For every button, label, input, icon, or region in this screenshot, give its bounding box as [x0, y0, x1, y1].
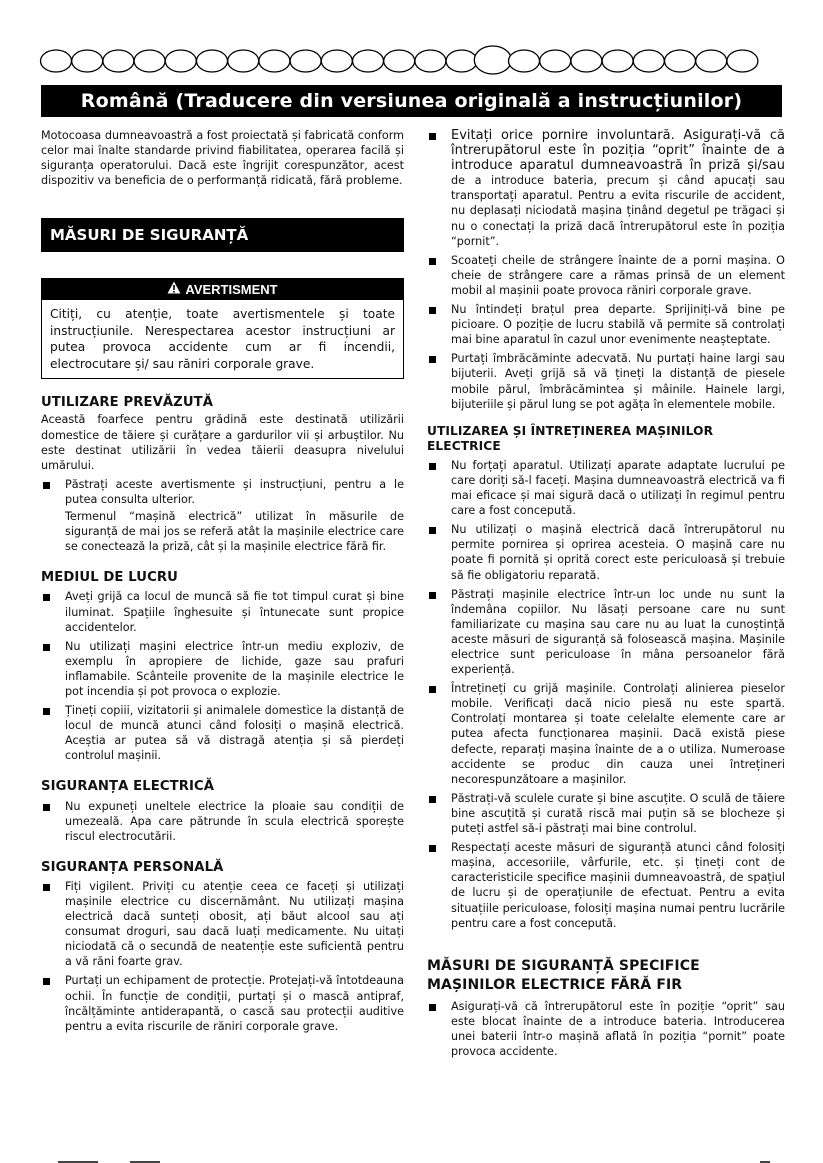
language-circle	[415, 50, 446, 72]
language-circle	[72, 50, 103, 72]
language-circle	[353, 50, 384, 72]
list-item: Fiți vigilent. Priviți cu atenție ceea ce faceți și utilizați mașinile electrice cu discernământ. Nu utilizați mașina electrică dacă sunteți obosit, ați băut alcool sau ați consumat droguri, sau dacă luați medicamente. Nu uitați niciodată că o secundă de neatenție este suficientă pentru a vă răni foarte grav.	[41, 879, 404, 970]
list-item: Nu utilizați mașini electrice într-un mediu exploziv, de exemplu în apropiere de lichide, gaze sau prafuri inflamabile. Scânteile provenite de la mașinile electrice le pot incendia și pot provoca o explozie.	[41, 639, 404, 699]
language-circle-active	[474, 46, 511, 74]
cordless-list	[427, 999, 785, 1059]
language-circle	[228, 50, 259, 72]
personal-safety-heading: SIGURANȚA PERSONALĂ	[41, 859, 224, 875]
right-column	[427, 128, 785, 1059]
bullet-icon	[429, 845, 436, 852]
use-care-list	[427, 458, 785, 931]
bullet-icon	[43, 708, 50, 715]
bullet-icon	[429, 686, 436, 693]
left-column	[41, 128, 404, 1034]
list-item: Purtați îmbrăcăminte adecvată. Nu purtați haine largi sau bijuterii. Aveți grijă să vă țineți la distanță de piesele mobile părul, îmbrăcămintea și mâinile. Hainele largi, bijuteriile și părul lung se pot agăța în elementele mobile.	[427, 351, 785, 411]
language-selector-circles	[0, 0, 823, 80]
personal-list-continued	[427, 128, 785, 412]
list-item: Scoateți cheile de strângere înainte de a porni mașina. O cheie de strângere care a rămas prinsă de un element mobil al mașinii poate provoca răniri corporale grave.	[427, 253, 785, 298]
intended-use-list	[41, 477, 404, 507]
bullet-icon	[429, 1004, 436, 1011]
language-circle	[290, 50, 321, 72]
language-circle	[103, 50, 134, 72]
list-item: Întrețineți cu grijă mașinile. Controlați alinierea pieselor mobile. Verificați dacă nicio piesă nu este spartă. Controlați montarea și toate celelalte elemente care ar putea afecta funcționarea mașinii. Dacă există piese defecte, reparați mașina înainte de a o utiliza. Numeroase accidente se produc din cauza unei întrețineri necorespunzătoare a mașinilor.	[427, 681, 785, 787]
bullet-icon	[43, 594, 50, 601]
bullet-icon	[429, 307, 436, 314]
bullet-icon	[429, 133, 436, 140]
warning-header	[42, 279, 403, 300]
list-item: Nu expuneți uneltele electrice la ploaie sau condiții de umezeală. Apa care pătrunde în scula electrică sporește riscul electrocutării.	[41, 799, 404, 844]
language-circle	[602, 50, 633, 72]
language-circle	[321, 50, 352, 72]
language-circle	[727, 50, 758, 72]
language-circle	[165, 50, 196, 72]
intro-paragraph: Motocoasa dumneavoastră a fost proiectată și fabricată conform celor mai înalte standarde privind fiabilitatea, operarea facilă și siguranța operatorului. Dacă este îngrijit corespunzător, acest dispozitiv va beneficia de o performanță ridicată, fără probleme.	[41, 129, 404, 188]
list-item: Evitați orice pornire involuntară. Asigurați-vă că întrerupătorul este în poziția “oprit” înainte de a introduce aparatul dumneavoastră în priză și/sau de a introduce bateria, precum și când apucați sau transportați aparatul. Pentru a evita riscurile de accident, nu deplasați niciodată mașina ținând degetul pe trăgaci și nu o conectați la priză dacă întrerupătorul este în poziția “pornit”.	[427, 128, 785, 249]
language-circle	[384, 50, 415, 72]
bullet-icon	[429, 258, 436, 265]
page-title: Română (Traducere din versiunea originală a instrucțiunilor)	[41, 85, 782, 117]
use-care-heading: UTILIZAREA ȘI ÎNTREȚINEREA MAȘINILOR ELECTRICE	[427, 423, 714, 453]
language-circle	[665, 50, 696, 72]
list-item: Păstrați-vă sculele curate și bine ascuțite. O sculă de tăiere bine ascuțită și curată riscă mai puțin să se blocheze și puteți astfel să-i păstrați mai bine controlul.	[427, 791, 785, 836]
electrical-safety-heading: SIGURANȚA ELECTRICĂ	[41, 779, 215, 795]
safety-heading: MĂSURI DE SIGURANȚĂ	[41, 218, 404, 252]
list-item: Țineți copiii, vizitatorii și animalele domestice la distanță de locul de muncă atunci când folosiți o mașină electrică. Aceștia ar putea să vă distragă atenția și să pierdeți controlul mașinii.	[41, 703, 404, 763]
language-circle	[41, 50, 72, 72]
bullet-icon	[43, 644, 50, 651]
language-circle	[540, 50, 571, 72]
bullet-icon	[43, 482, 50, 489]
list-item: Nu întindeți brațul prea departe. Sprijiniți-vă bine pe picioare. O poziție de lucru stabilă vă permite să controlați mai bine aparatul în cazul unor evenimente neașteptate.	[427, 302, 785, 347]
intended-use-note: Termenul “mașină electrică” utilizat în măsurile de siguranță de mai jos se referă atât la mașinile electrice care se conectează la priză, cât și la mașinile electrice fără fir.	[65, 510, 404, 554]
language-circle	[571, 50, 602, 72]
electrical-list	[41, 799, 404, 844]
language-circle	[259, 50, 290, 72]
cordless-heading: MĂSURI DE SIGURANȚĂ SPECIFICE MAȘINILOR ELECTRICE FĂRĂ FIR	[427, 957, 700, 993]
intended-use-heading: UTILIZARE PREVĂZUTĂ	[41, 395, 214, 411]
personal-list	[41, 879, 404, 1034]
language-circle	[446, 50, 477, 72]
language-circle	[633, 50, 664, 72]
list-item: Păstrați mașinile electrice într-un loc unde nu sunt la îndemâna copiilor. Nu lăsați persoane care nu sunt familiarizate cu mașina sau care nu au luat la cunoștință aceste măsuri de siguranță să folosească mașina. Mașinile electrice sunt periculoase în mâna persoanelor fără experiență.	[427, 587, 785, 678]
bullet-icon	[43, 804, 50, 811]
language-circle	[696, 50, 727, 72]
work-area-heading: MEDIUL DE LUCRU	[41, 570, 178, 586]
bullet-icon	[429, 592, 436, 599]
list-item: Asigurați-vă că întrerupătorul este în poziție “oprit” sau este blocat înainte de a introduce bateria. Introducerea unei baterii într-o mașină aflată în poziția “pornit” poate provoca accidente.	[427, 999, 785, 1059]
bullet-icon	[429, 356, 436, 363]
language-circle	[509, 50, 540, 72]
warning-triangle-icon	[167, 280, 181, 301]
bullet-icon	[429, 463, 436, 470]
work-area-list	[41, 589, 404, 763]
list-item: Nu utilizați o mașină electrică dacă întrerupătorul nu permite pornirea și oprirea acesteia. O mașină care nu poate fi pornită și oprită corect este periculoasă și trebuie să fie obligatoriu reparată.	[427, 522, 785, 582]
list-item: Păstrați aceste avertismente și instrucțiuni, pentru a le putea consulta ulterior.	[41, 477, 404, 507]
list-item: Aveți grijă ca locul de muncă să fie tot timpul curat și bine iluminat. Spațiile înghesuite și întunecate sunt propice accidentelor.	[41, 589, 404, 634]
list-item: Purtați un echipament de protecție. Protejați-vă întotdeauna ochii. În funcție de condiții, purtați și o mască antipraf, încălțăminte antiderapantă, o cască sau protecții auditive pentru a evita riscurile de răniri corporale grave.	[41, 973, 404, 1033]
bullet-icon	[429, 527, 436, 534]
intended-use-text: Această foarfece pentru grădină este destinată utilizării domestice de tăiere și curățare a gardurilor vii și arbuștilor. Nu este destinat utilizării în vedea tăierii deasupra nivelului umărului.	[41, 413, 404, 472]
warning-title: AVERTISMENT	[185, 282, 278, 298]
bullet-icon	[43, 978, 50, 985]
warning-text: Citiți, cu atenție, toate avertismentele și toate instrucțiunile. Nerespectarea acestor instrucțiuni ar putea provoca accidente cum ar fi incendii, electrocutare și/ sau răniri corporale grave.	[50, 307, 395, 371]
list-item: Nu forțați aparatul. Utilizați aparate adaptate lucrului pe care doriți să-l faceți. Mașina dumneavoastră electrică va fi mai eficace și mai sigură dacă o utilizați în regimul pentru care a fost concepută.	[427, 458, 785, 518]
language-circle	[134, 50, 165, 72]
warning-box	[41, 278, 404, 379]
bullet-icon	[429, 796, 436, 803]
footer-crop-marks	[0, 1155, 823, 1163]
language-circle	[197, 50, 228, 72]
bullet-icon	[43, 884, 50, 891]
list-item: Respectați aceste măsuri de siguranță atunci când folosiți mașina, accesoriile, vârfurile, etc. și țineți cont de caracteristicile specifice mașinii dumneavoastră, de spațiul de lucru și de operațiunile de efectuat. Pentru a evita situațiile periculoase, folosiți mașina numai pentru lucrările pentru care a fost concepută.	[427, 840, 785, 931]
